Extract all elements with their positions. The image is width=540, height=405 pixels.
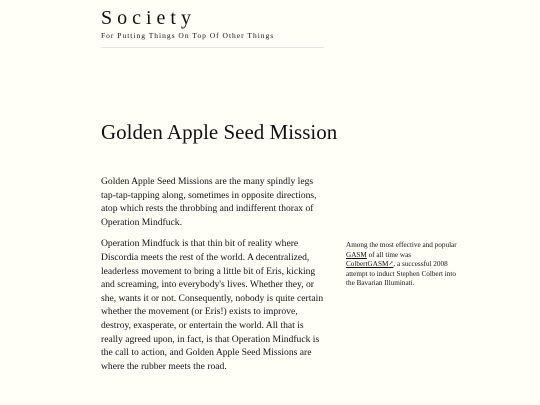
external-link-icon: ↗ bbox=[388, 261, 394, 267]
sidenote-text-before: Among the most effective and popular bbox=[346, 241, 457, 249]
sidenote bbox=[346, 241, 461, 289]
colbertgasm-link-label: ColbertGASM bbox=[346, 260, 389, 268]
sidenote-text-middle: of all time was bbox=[366, 250, 412, 259]
sidenote-text-after: , a successful 2008 attempt to induct Stephen Colbert into the Bavarian Illuminati. bbox=[346, 260, 456, 287]
body-paragraph-2: Operation Mindfuck is that thin bit of reality where Discordia meets the rest of the world. A decentralized, leaderless movement to bring a little bit of Eris, kicking and screaming, into everybody's lives. Whether they, or she, wants it or not. Consequently, nobody is quite certain whether the movement (or Eris!) exists to improve, destroy, exasperate, or entertain the world. All that is really agreed upon, in fact, is that Operation Mindfuck is the call to action, and Golden Apple Seed Missions are where the rubber meets the road. bbox=[101, 238, 324, 372]
colbertgasm-link[interactable] bbox=[346, 260, 393, 268]
site-title-link[interactable]: Society bbox=[101, 7, 196, 29]
article-body bbox=[101, 175, 327, 381]
site-tagline: For Putting Things On Top Of Other Things bbox=[101, 31, 275, 40]
page-title: Golden Apple Seed Mission bbox=[101, 120, 338, 144]
body-paragraph-1: Golden Apple Seed Missions are the many spindly legs tap-tap-tapping along, sometimes in opposite directions, atop which rests the throbbing and indifferent thorax of Operation Mindfuck. bbox=[101, 176, 317, 228]
gasm-link[interactable]: GASM bbox=[346, 250, 367, 259]
site-header bbox=[101, 6, 324, 48]
